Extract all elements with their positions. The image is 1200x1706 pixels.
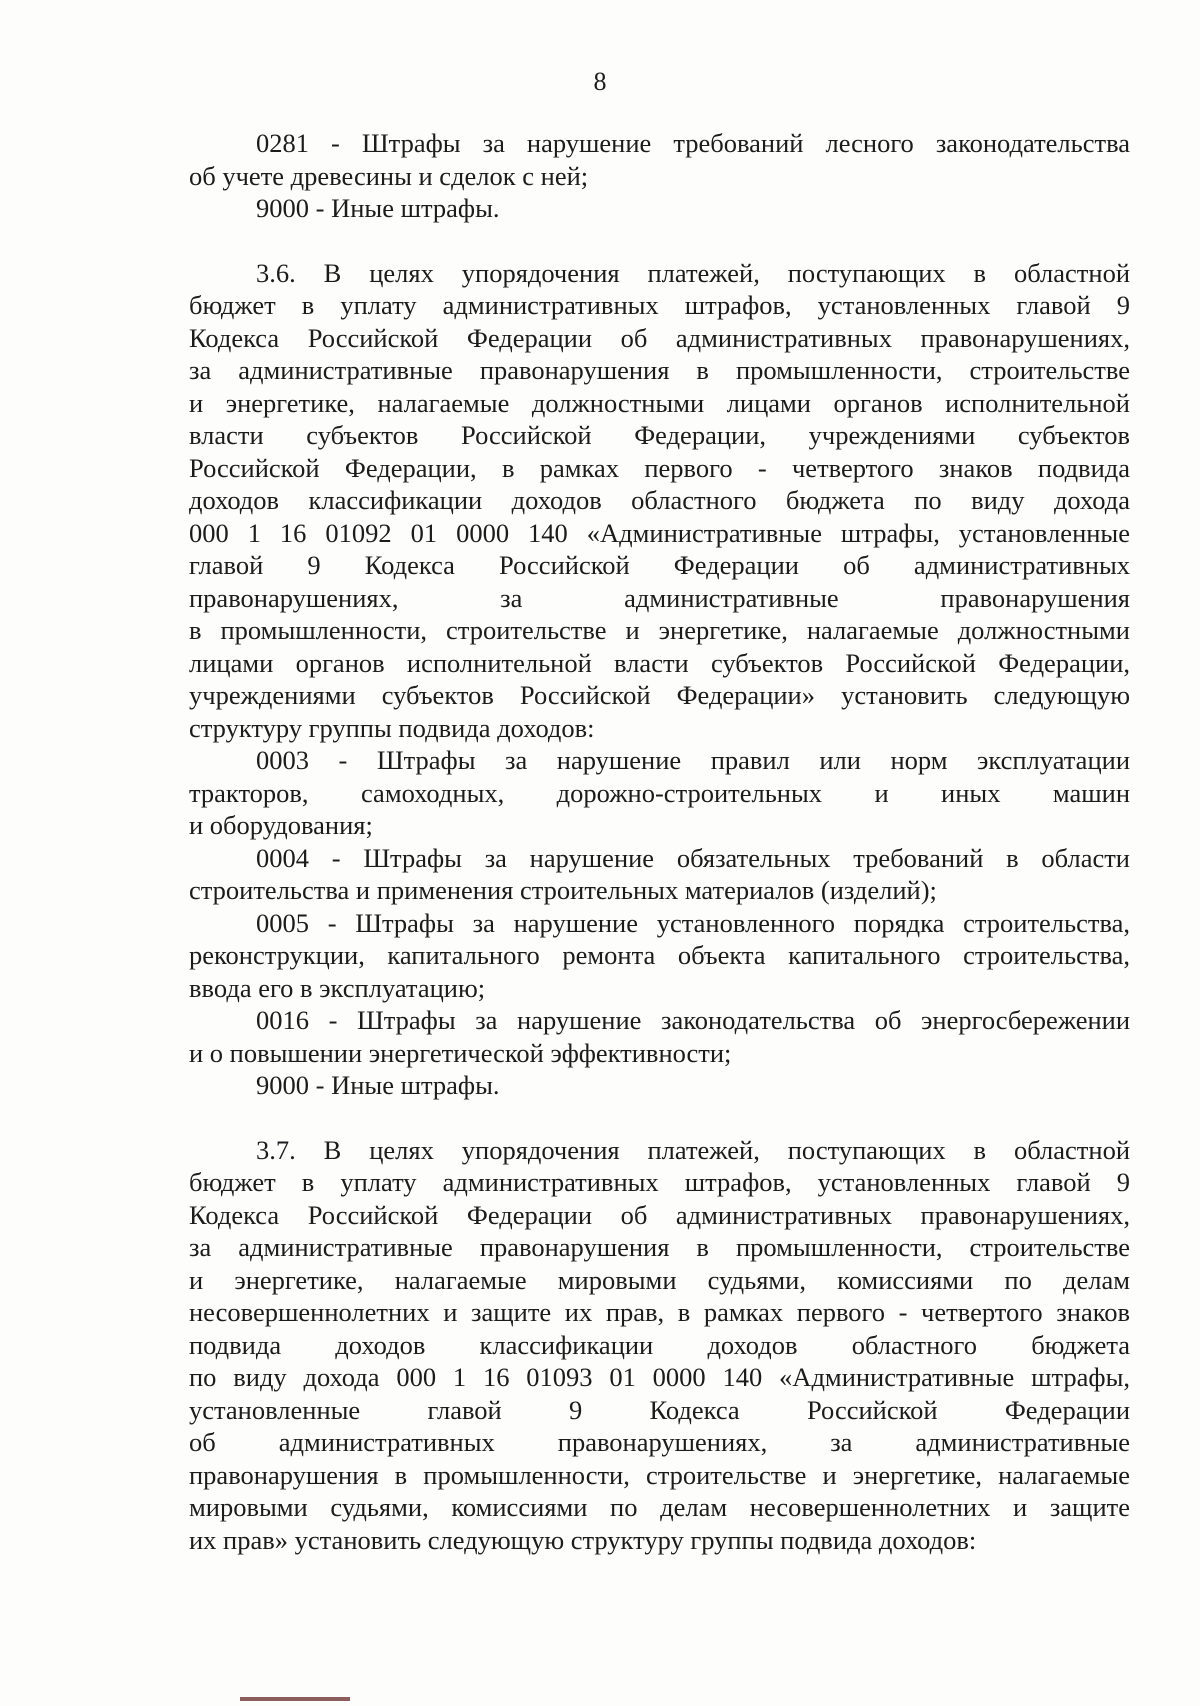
text-line: учреждениями субъектов Российской Федерации» установить следующую	[189, 680, 1130, 710]
text-line: об учете древесины и сделок с ней;	[189, 160, 589, 191]
text-line: 0004 - Штрафы за нарушение обязательных требований в области	[256, 842, 1130, 873]
text-line: бюджет в уплату административных штрафов, установленных главой 9	[189, 290, 1130, 320]
text-line: 0281 - Штрафы за нарушение требований лесного законодательства	[256, 128, 1130, 158]
text-line: Кодекса Российской Федерации об административных правонарушениях,	[189, 1199, 1130, 1230]
page-number: 8	[593, 67, 607, 96]
text-line: Кодекса Российской Федерации об административных правонарушениях,	[189, 322, 1130, 353]
scan-edge-mark	[240, 1697, 350, 1701]
text-line: власти субъектов Российской Федерации, учреждениями субъектов	[189, 420, 1130, 450]
text-line: несовершеннолетних и защите их прав, в рамках первого - четвертого знаков	[189, 1297, 1130, 1327]
text-line: правонарушения в промышленности, строительстве и энергетике, налагаемые	[189, 1459, 1130, 1490]
text-line: мировыми судьями, комиссиями по делам несовершеннолетних и защите	[189, 1492, 1130, 1522]
paragraph-gap	[189, 225, 1130, 257]
text-line: Российской Федерации, в рамках первого - четвертого знаков подвида	[189, 452, 1130, 483]
text-line: 9000 - Иные штрафы.	[256, 1070, 500, 1100]
text-line: 3.7. В целях упорядочения платежей, поступающих в областной	[256, 1134, 1130, 1165]
text-line: и энергетике, налагаемые должностными лицами органов исполнительной	[189, 387, 1130, 418]
text-line: и о повышении энергетической эффективности;	[189, 1037, 732, 1068]
text-line: 0005 - Штрафы за нарушение установленного порядка строительства,	[256, 907, 1130, 938]
text-line: их прав» установить следующую структуру группы подвида доходов:	[189, 1524, 977, 1555]
text-line: об административных правонарушениях, за административные	[189, 1427, 1130, 1457]
text-line: подвида доходов классификации доходов областного бюджета	[189, 1329, 1130, 1360]
text-line: и оборудования;	[189, 810, 373, 840]
text-line: 0003 - Штрафы за нарушение правил или норм эксплуатации	[256, 745, 1130, 775]
text-line: 9000 - Иные штрафы.	[256, 193, 500, 223]
text-line: главой 9 Кодекса Российской Федерации об административных	[189, 550, 1130, 580]
text-line: реконструкции, капитального ремонта объекта капитального строительства,	[189, 940, 1130, 970]
text-line: тракторов, самоходных, дорожно-строительных и иных машин	[189, 777, 1130, 808]
text-line: за административные правонарушения в промышленности, строительстве	[189, 355, 1130, 385]
text-line: по виду дохода 000 1 16 01093 01 0000 140 «Административные штрафы,	[189, 1362, 1130, 1392]
text-line: 0016 - Штрафы за нарушение законодательства об энергосбережении	[256, 1005, 1130, 1035]
text-line: 000 1 16 01092 01 0000 140 «Административные штрафы, установленные	[189, 517, 1130, 548]
text-line: структуру группы подвида доходов:	[189, 712, 595, 743]
text-line: 3.6. В целях упорядочения платежей, поступающих в областной	[256, 257, 1130, 288]
text-line: за административные правонарушения в промышленности, строительстве	[189, 1232, 1130, 1262]
text-line: лицами органов исполнительной власти субъектов Российской Федерации,	[189, 647, 1130, 678]
text-line: бюджет в уплату административных штрафов, установленных главой 9	[189, 1167, 1130, 1197]
text-line: установленные главой 9 Кодекса Российской Федерации	[189, 1394, 1130, 1425]
text-line: и энергетике, налагаемые мировыми судьями, комиссиями по делам	[189, 1264, 1130, 1295]
text-line: правонарушениях, за административные правонарушения	[189, 582, 1130, 613]
text-line: доходов классификации доходов областного бюджета по виду дохода	[189, 485, 1130, 515]
text-line: в промышленности, строительстве и энергетике, налагаемые должностными	[189, 615, 1130, 645]
document-body	[189, 127, 1130, 1556]
text-line: ввода его в эксплуатацию;	[189, 972, 486, 1003]
text-line: строительства и применения строительных материалов (изделий);	[189, 875, 937, 905]
paragraph-gap	[189, 1102, 1130, 1134]
